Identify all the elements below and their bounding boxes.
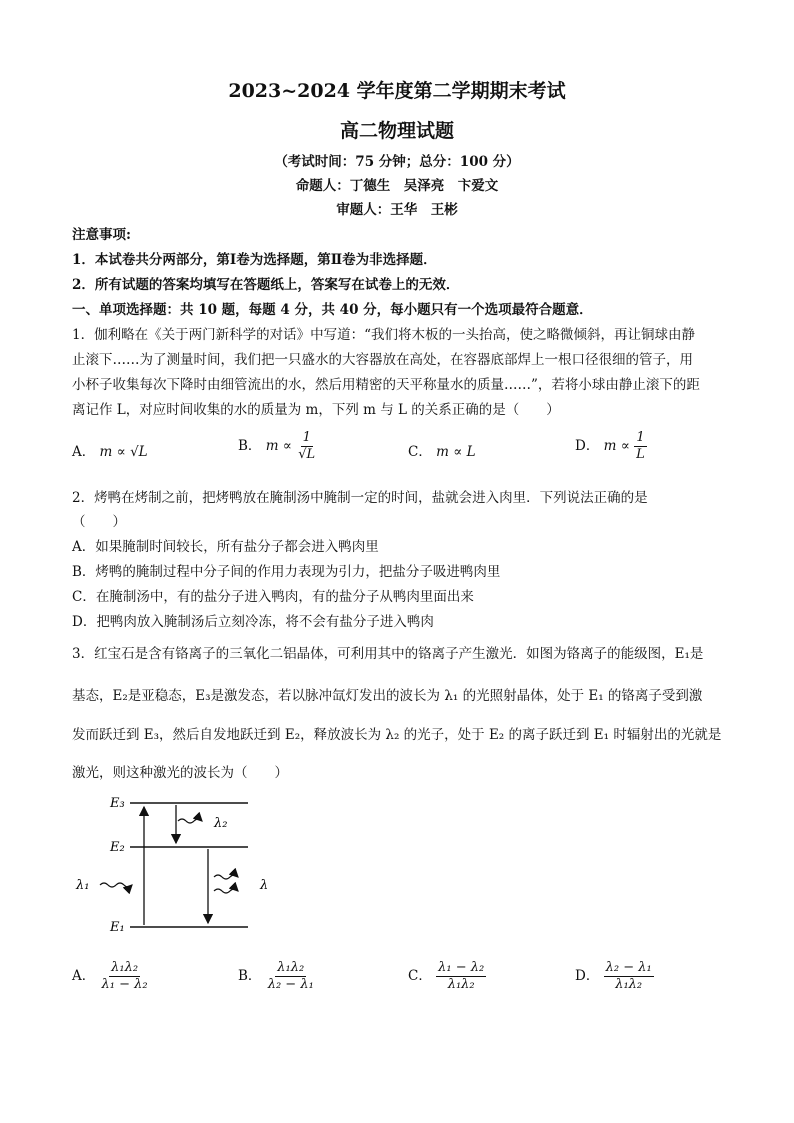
lambda2-wave: [178, 819, 202, 823]
fraction-numerator: 1: [302, 430, 311, 445]
option-expr: m ∝ √L: [99, 444, 148, 460]
fraction-numerator: λ₁λ₂: [277, 960, 305, 975]
option-fraction: [266, 960, 316, 993]
option-expr: m ∝ L: [436, 444, 476, 460]
fraction-denominator: λ₂ − λ₁: [267, 977, 314, 992]
laser-wave-2: [214, 889, 238, 893]
fraction-numerator: λ₂ − λ₁: [605, 960, 652, 975]
option-fraction: [296, 430, 317, 463]
option-label: B．: [238, 968, 262, 984]
q1-line-4: 离记作 L，对应时间收集的水的质量为 m，下列 m 与 L 的关系正确的是（ ）: [72, 402, 560, 418]
q1-line-2: 止滚下……为了测量时间，我们把一只盛水的大容器放在高处，在容器底部焊上一根口径很细的管子，用: [72, 352, 693, 368]
q1-line-1: 1．伽利略在《关于两门新科学的对话》中写道：“我们将木板的一头抬高，使之略微倾斜，再让铜球由静: [72, 327, 695, 343]
notes-header: 注意事项:: [72, 227, 131, 243]
authors: 命题人：丁德生 吴泽亮 卞爱文: [295, 178, 499, 194]
exam-info: （考试时间：75 分钟；总分：100 分）: [274, 154, 520, 170]
q2-option-d[interactable]: D．把鸭肉放入腌制汤后立刻冷冻，将不会有盐分子进入鸭肉: [72, 614, 434, 630]
option-prefix: m ∝: [265, 438, 292, 454]
option-fraction: [100, 960, 150, 993]
q1-line-3: 小杯子收集每次下降时由细管流出的水，然后用精密的天平称量水的质量……”，若将小球由静止滚下的距: [72, 377, 700, 393]
option-fraction: [436, 960, 486, 993]
fraction-numerator: λ₁λ₂: [111, 960, 139, 975]
exam-subtitle: 高二物理试题: [339, 120, 454, 142]
q3-option-a[interactable]: [72, 960, 150, 993]
fraction-denominator: L: [636, 447, 645, 462]
option-fraction: [604, 960, 654, 993]
note-2: 2．所有试题的答案均填写在答题纸上，答案写在试卷上的无效．: [72, 277, 460, 293]
level-e1-label: E₁: [110, 920, 125, 935]
q1-option-d[interactable]: [575, 430, 647, 463]
q3-option-c[interactable]: [408, 960, 486, 993]
q3-line-2: 基态，E₂是亚稳态，E₃是激发态，若以脉冲氙灯发出的波长为 λ₁ 的光照射晶体，处于 E₁ 的铬离子受到激: [72, 688, 703, 704]
level-e3-label: E₃: [110, 796, 125, 811]
q1-option-a[interactable]: [72, 440, 148, 460]
fraction-denominator: √L: [298, 447, 316, 462]
option-fraction: [634, 430, 647, 463]
lambda-label: λ: [260, 878, 269, 893]
q1-option-b[interactable]: [238, 430, 317, 463]
q3-option-d[interactable]: [575, 960, 654, 993]
note-1: 1．本试卷共分两部分，第Ⅰ卷为选择题，第Ⅱ卷为非选择题．: [72, 252, 437, 268]
fraction-numerator: 1: [636, 430, 645, 445]
option-label: C．: [408, 444, 432, 460]
lambda1-wave: [100, 883, 132, 887]
q3-line-3: 发而跃迁到 E₃，然后自发地跃迁到 E₂，释放波长为 λ₂ 的光子，处于 E₂ 的离子跃迁到 E₁ 时辐射出的光就是: [72, 727, 722, 743]
option-prefix: m ∝: [603, 438, 630, 454]
q2-line-1: 2．烤鸭在烤制之前，把烤鸭放在腌制汤中腌制一定的时间，盐就会进入肉里．下列说法正确的是: [72, 490, 648, 506]
q3-line-1: 3．红宝石是含有铬离子的三氧化二铝晶体，可利用其中的铬离子产生激光．如图为铬离子的能级图，E₁是: [72, 646, 704, 662]
q2-line-2: （ ）: [72, 514, 126, 530]
option-label: D．: [575, 968, 600, 984]
q2-option-c[interactable]: C．在腌制汤中，有的盐分子进入鸭肉，有的盐分子从鸭肉里面出来: [72, 589, 474, 605]
q3-option-b[interactable]: [238, 960, 316, 993]
q3-line-4: 激光，则这种激光的波长为（ ）: [72, 765, 288, 781]
exam-title: 2023~2024 学年度第二学期期末考试: [228, 80, 566, 102]
option-label: C．: [408, 968, 432, 984]
option-label: A．: [72, 968, 96, 984]
fraction-denominator: λ₁ − λ₂: [101, 977, 148, 992]
option-label: B．: [238, 438, 262, 454]
q1-option-c[interactable]: [408, 440, 476, 460]
laser-wave-1: [214, 875, 238, 879]
fraction-numerator: λ₁ − λ₂: [438, 960, 485, 975]
level-e2-label: E₂: [110, 840, 125, 855]
fraction-denominator: λ₁λ₂: [615, 977, 643, 992]
option-label: A．: [72, 444, 96, 460]
lambda1-label: λ₁: [76, 878, 90, 893]
energy-level-diagram: [72, 785, 292, 945]
q2-option-a[interactable]: A．如果腌制时间较长，所有盐分子都会进入鸭肉里: [72, 539, 379, 555]
lambda2-label: λ₂: [214, 816, 228, 831]
fraction-denominator: λ₁λ₂: [447, 977, 475, 992]
option-label: D．: [575, 438, 600, 454]
q2-option-b[interactable]: B．烤鸭的腌制过程中分子间的作用力表现为引力，把盐分子吸进鸭肉里: [72, 564, 501, 580]
section-header: 一、单项选择题：共 10 题，每题 4 分，共 40 分，每小题只有一个选项最符合题意．: [72, 302, 593, 318]
reviewers: 审题人：王华 王彬: [336, 202, 458, 218]
